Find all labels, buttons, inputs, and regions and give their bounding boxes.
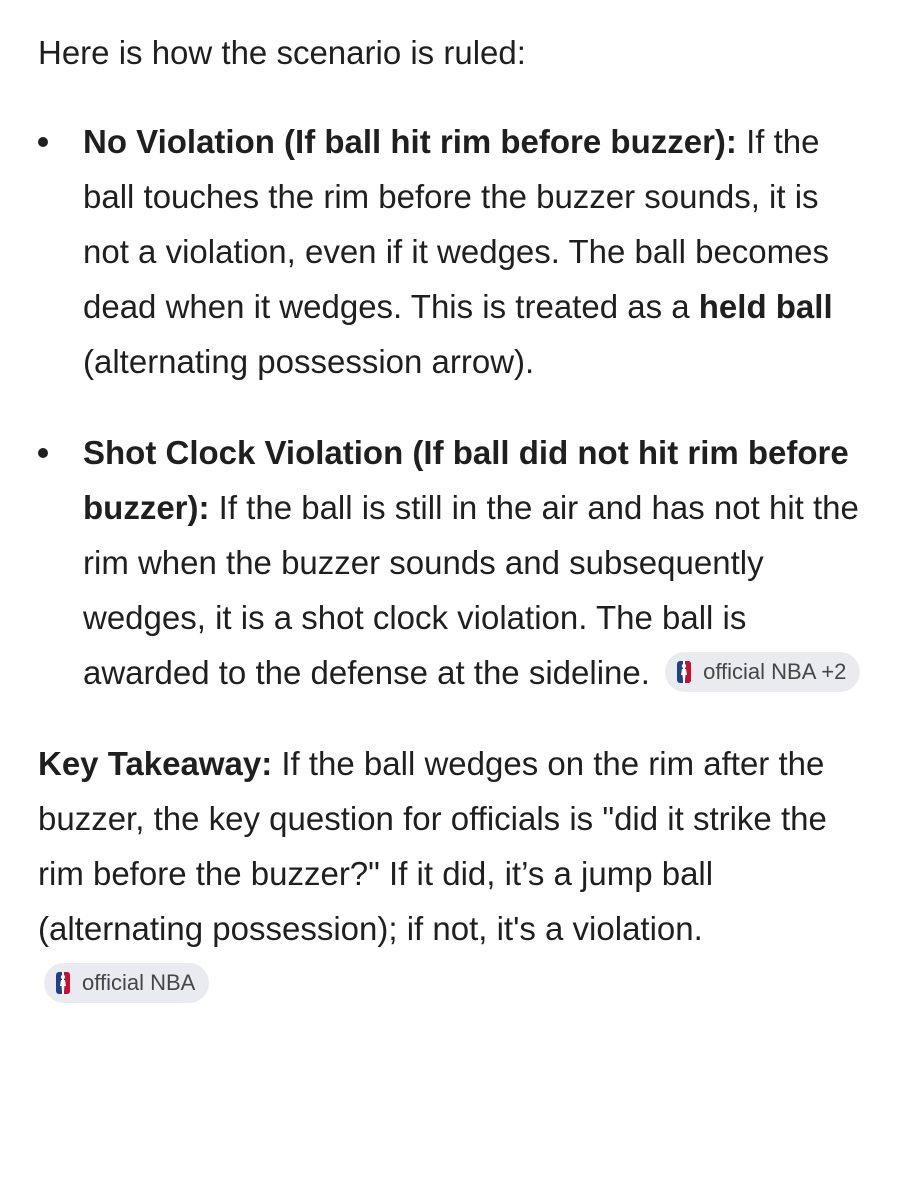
list-item-shot-clock-violation <box>38 425 868 700</box>
bullet-bold-term: held ball <box>698 288 833 325</box>
bullet-dot <box>38 448 48 458</box>
source-chip[interactable] <box>44 963 209 1003</box>
source-chip-label: official NBA <box>82 970 196 996</box>
bullet-heading: Shot Clock Violation (If ball did not hit rim before buzzer): <box>83 434 849 526</box>
bullet-heading: No Violation (If ball hit rim before buzzer): <box>83 123 737 160</box>
bullet-text: If the ball is still in the air and has not hit the rim when the buzzer sounds and subsequently wedges, it is a shot clock violation. The ball is awarded to the defense at the sideline. <box>83 489 859 691</box>
source-chip[interactable] <box>665 652 860 692</box>
takeaway-text: If the ball wedges on the rim after the buzzer, the key question for officials is "did it strike the rim before the buzzer?" If it did, it’s a jump ball (alternating possession); if not, it's a violation. <box>38 745 827 947</box>
nba-logo-icon <box>56 972 70 994</box>
bullet-text: If the ball touches the rim before the buzzer sounds, it is not a violation, even if it wedges. The ball becomes dead when it wedges. This is treated as a <box>83 123 829 325</box>
key-takeaway <box>38 736 868 1011</box>
takeaway-heading: Key Takeaway: <box>38 745 273 782</box>
list-item-no-violation <box>38 114 868 389</box>
bullet-text: (alternating possession arrow). <box>83 343 535 380</box>
bullet-dot <box>38 137 48 147</box>
ruling-list <box>38 114 868 700</box>
source-chip-label: official NBA +2 <box>703 659 847 685</box>
nba-logo-icon <box>677 661 691 683</box>
intro-text: Here is how the scenario is ruled: <box>38 34 526 71</box>
response-content <box>38 25 868 1011</box>
